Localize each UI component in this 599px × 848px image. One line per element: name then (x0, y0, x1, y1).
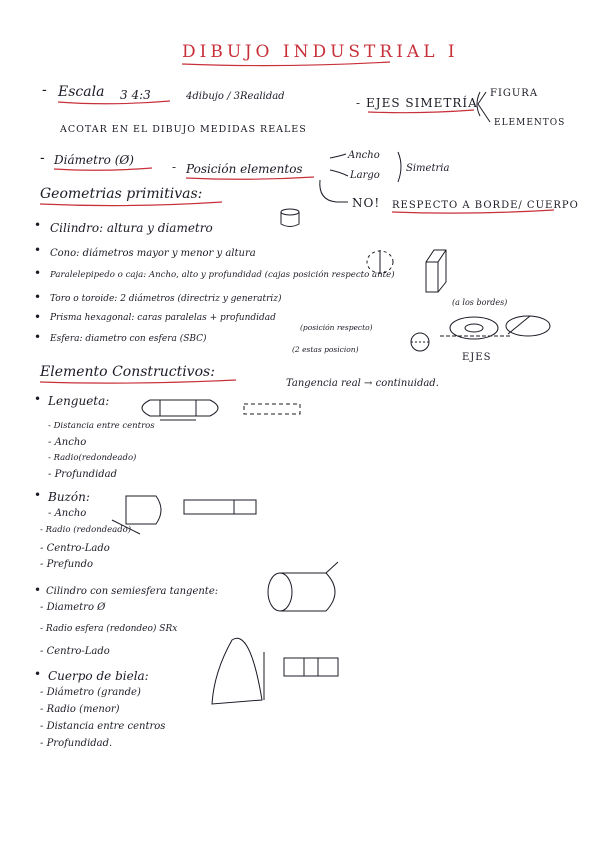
ejes-simetria-label: EJES SIMETRÍA (366, 96, 478, 110)
cyl-body (280, 573, 335, 611)
lengueta-marks (160, 400, 196, 416)
geo-item: Cilindro: altura y diametro (50, 221, 213, 235)
cilindro-item-text: Centro-Lado (46, 646, 110, 657)
buzon-sketch (126, 496, 161, 524)
posicion-underline (186, 177, 314, 179)
cilindro-item-text: Radio esfera (redondeo) SRx (45, 624, 178, 634)
geo-item: Toro o toroide: 2 diámetros (directriz y generatriz) (50, 294, 282, 304)
bullet-dot: • (34, 310, 42, 324)
escala-underline (58, 101, 170, 104)
buzon-side (184, 500, 256, 514)
geo-note-esfera: (2 estas posicion) (292, 345, 359, 354)
simetria-brace (398, 152, 401, 182)
cylinder-sketch-top (281, 209, 299, 215)
ejes-underline (368, 110, 474, 113)
pos-largo: Largo (350, 170, 380, 181)
buzon-item: - Ancho (48, 508, 87, 519)
cyl-leader (326, 562, 338, 573)
no-arrow (320, 180, 348, 202)
cilindro-item-text: Diametro Ø (46, 602, 106, 613)
diametro-underline (54, 168, 152, 170)
tangencia-note: Tangencia real → continuidad. (286, 378, 439, 389)
posicion-label: Posición elementos (186, 162, 303, 176)
lengueta-item: - Radio(redondeado) (48, 453, 137, 463)
lengueta-item-text: Profundidad (54, 469, 118, 480)
bullet-dot: • (34, 583, 42, 597)
bullet-dot: • (34, 330, 42, 344)
biela-item-text: Radio (menor) (46, 704, 120, 715)
elementos-underline (40, 380, 236, 383)
geo-ejes-label: EJES (462, 352, 492, 363)
bullet-dot: • (34, 290, 42, 304)
elementos-heading: Elemento Constructivos: (40, 364, 215, 380)
cilindro-item: - Radio esfera (redondeo) SRx (40, 624, 178, 634)
ejes-elementos: ELEMENTOS (494, 118, 566, 128)
geometrias-heading: Geometrias primitivas: (40, 186, 203, 202)
box-sketch (426, 250, 446, 292)
buzon-item: - Centro-Lado (40, 543, 110, 554)
biela-side (284, 658, 338, 676)
cilindro-label: Cilindro con semiesfera tangente: (46, 586, 219, 597)
page-title: DIBUJO INDUSTRIAL I (182, 42, 459, 62)
geo-item: Cono: diámetros mayor y menor y altura (50, 248, 256, 259)
lengueta-item: - Ancho (48, 437, 87, 448)
escala-ratio: 3 4:3 (120, 88, 151, 102)
buzon-item-text: Ancho (54, 508, 87, 519)
title-underline (182, 62, 390, 66)
biela-sketch (212, 638, 262, 704)
diametro-label: Diámetro (Ø) (54, 153, 134, 167)
lengueta-item-text: Distancia entre centros (53, 421, 155, 431)
pos-arrows (330, 154, 348, 176)
pos-respecto: RESPECTO A BORDE/ CUERPO (392, 200, 579, 211)
bullet-dot: • (34, 218, 42, 232)
geo-item: Esfera: diametro con esfera (SBC) (50, 334, 207, 344)
buzon-item: - Radio (redondeado) (40, 525, 132, 535)
pos-no: NO! (352, 196, 381, 210)
lengueta-item: - Distancia entre centros (48, 421, 155, 431)
bullet-dot: • (34, 266, 42, 280)
bullet-dot: • (34, 667, 42, 681)
bullet-dot: • (34, 243, 42, 257)
pos-ancho: Ancho (348, 150, 380, 161)
lengueta-label: Lengueta: (48, 394, 110, 408)
lengueta-item-text: Radio(redondeado) (53, 453, 137, 463)
buzon-item-text: Prefundo (46, 559, 93, 570)
torus-side (506, 316, 550, 336)
biela-item: - Profundidad. (40, 738, 113, 749)
geometrias-underline (40, 202, 222, 206)
biela-item: - Diámetro (grande) (40, 687, 141, 698)
cilindro-item: - Centro-Lado (40, 646, 110, 657)
bullet-dash: - (42, 82, 47, 98)
buzon-item: - Prefundo (40, 559, 93, 570)
escala-note: 4dibujo / 3Realidad (186, 91, 285, 102)
ejes-figura: FIGURA (490, 88, 539, 99)
posicion-dash: - (172, 160, 177, 174)
ejes-arrows (478, 92, 490, 122)
cylinder-sketch-body (281, 212, 299, 227)
biela-item: - Distancia entre centros (40, 721, 166, 732)
ejes-dash: - (356, 96, 361, 110)
escala-acotar: ACOTAR EN EL DIBUJO MEDIDAS REALES (60, 124, 307, 135)
geo-note-prisma: (posición respecto) (300, 323, 373, 332)
buzon-item-text: Centro-Lado (46, 543, 110, 554)
biela-item-text: Diámetro (grande) (46, 687, 141, 698)
lengueta-item-text: Ancho (54, 437, 87, 448)
buzon-label: Buzón: (48, 490, 90, 504)
cyl-end (268, 573, 292, 611)
geo-note-toro: (a los bordes) (452, 298, 508, 307)
sphere-sketch (411, 333, 429, 351)
pos-simetria: Simetria (406, 163, 450, 174)
lengueta-slot (142, 400, 218, 416)
bullet-dot: • (34, 488, 42, 502)
escala-label: Escala (58, 84, 105, 100)
biela-item: - Radio (menor) (40, 704, 120, 715)
biela-item-text: Profundidad. (46, 738, 113, 749)
torus-hole (465, 324, 483, 332)
buzon-item-text: Radio (redondeado) (45, 525, 132, 535)
biela-item-text: Distancia entre centros (46, 721, 166, 732)
torus-sketch (450, 317, 498, 339)
biela-side-marks (304, 658, 318, 676)
bullet-dot: • (34, 392, 42, 406)
geo-item: Prisma hexagonal: caras paralelas + profundidad (50, 313, 276, 323)
bullet-dash: - (40, 150, 45, 166)
torus-side-line (508, 316, 530, 334)
cilindro-item: - Diametro Ø (40, 602, 106, 613)
lengueta-side (244, 404, 300, 414)
geo-item: Paralelepipedo o caja: Ancho, alto y profundidad (cajas posición respecto ante) (50, 270, 395, 280)
lengueta-item: - Profundidad (48, 469, 118, 480)
biela-label: Cuerpo de biela: (48, 669, 149, 683)
